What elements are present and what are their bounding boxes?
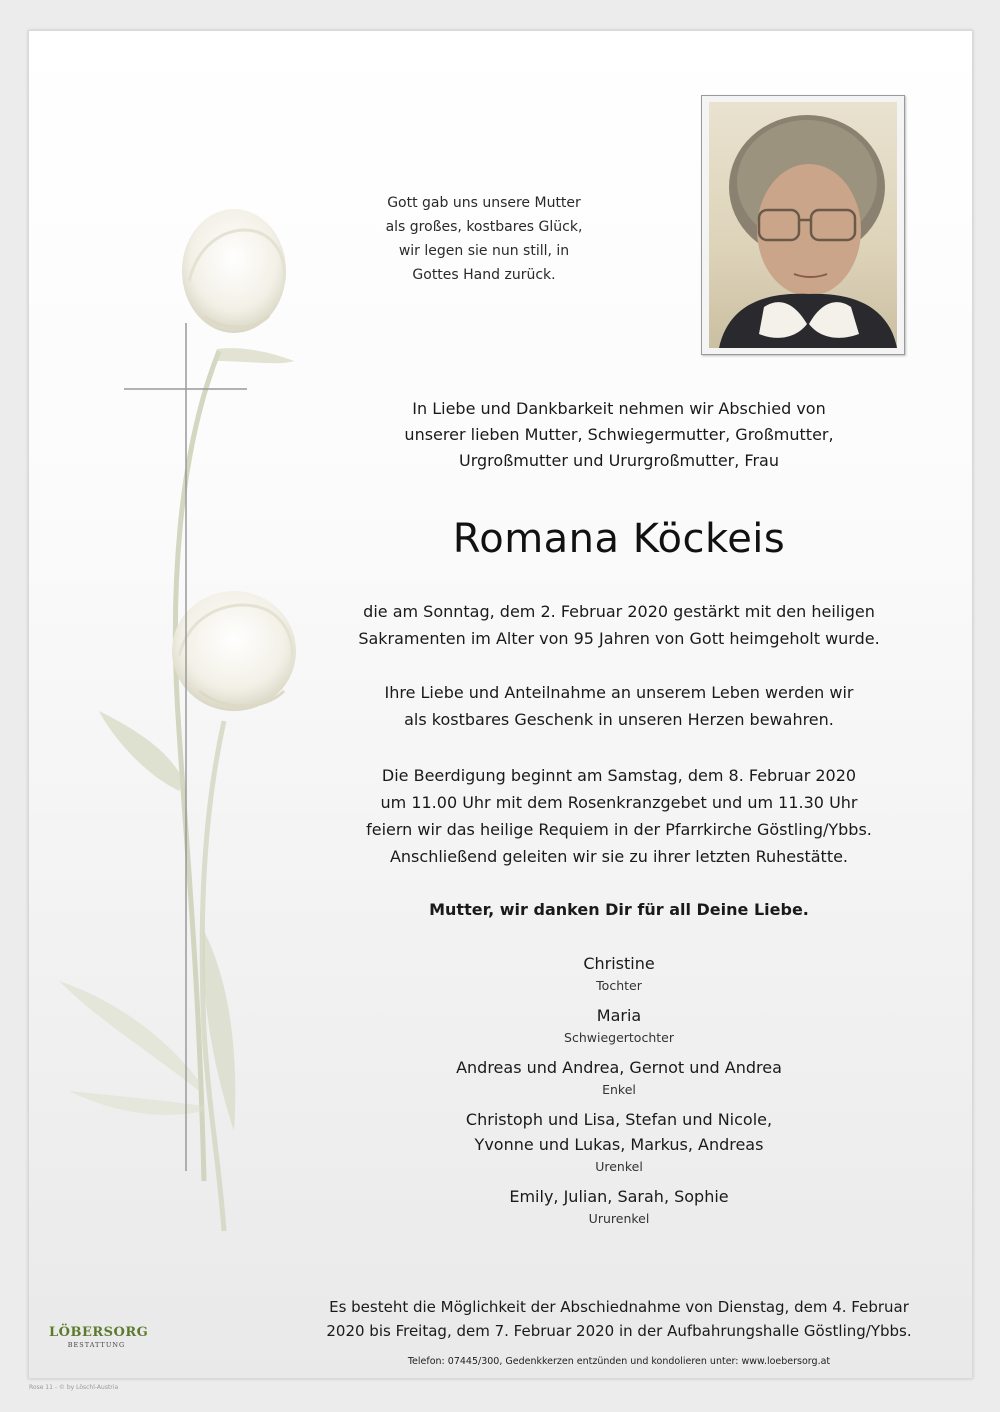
mourner-names: Yvonne und Lukas, Markus, Andreas (474, 1135, 764, 1154)
mourner-names: Christine (583, 954, 655, 973)
viewing-info (319, 1295, 919, 1343)
mourner-group (329, 1107, 909, 1177)
intro-line: Urgroßmutter und Ururgroßmutter, Frau (459, 451, 779, 470)
death-notice-paragraph (319, 598, 919, 652)
poem-line: als großes, kostbares Glück, (385, 219, 583, 235)
portrait-frame (701, 95, 905, 355)
mourner-group (329, 1003, 909, 1048)
paragraph-line: Ihre Liebe und Anteilnahme an unserem Leben werden wir (384, 683, 854, 702)
mourner-role: Tochter (596, 978, 642, 993)
mourner-names: Andreas und Andrea, Gernot und Andrea (456, 1058, 782, 1077)
funeral-details-paragraph (319, 762, 919, 870)
portrait-photo (709, 102, 897, 348)
deceased-name: Romana Köckeis (452, 516, 786, 562)
paragraph-line: die am Sonntag, dem 2. Februar 2020 gestärkt mit den heiligen (363, 602, 875, 621)
mourner-role: Urenkel (595, 1159, 643, 1174)
image-credit: Rose 11 - © by Löschl-Austria (29, 1384, 119, 1391)
viewing-line: Es besteht die Möglichkeit der Abschiednahme von Dienstag, dem 4. Februar (329, 1298, 909, 1316)
obituary-card (28, 30, 973, 1379)
poem-line: Gottes Hand zurück. (412, 267, 556, 283)
intro-line: In Liebe und Dankbarkeit nehmen wir Abschied von (412, 399, 826, 418)
poem-line: wir legen sie nun still, in (398, 243, 570, 259)
mourner-role: Ururenkel (588, 1211, 650, 1226)
viewing-line: 2020 bis Freitag, dem 7. Februar 2020 in der Aufbahrungshalle Göstling/Ybbs. (326, 1322, 912, 1340)
mourner-group (329, 1055, 909, 1100)
mourner-names: Christoph und Lisa, Stefan und Nicole, (465, 1110, 773, 1129)
paragraph-line: Sakramenten im Alter von 95 Jahren von Gott heimgeholt wurde. (358, 629, 880, 648)
paragraph-line: Die Beerdigung beginnt am Samstag, dem 8. Februar 2020 (381, 766, 857, 785)
logo-name: LÖBERSORG (49, 1325, 149, 1340)
poem (369, 191, 599, 287)
mourners-list (329, 951, 909, 1236)
contact-line: Telefon: 07445/300, Gedenkkerzen entzünden und kondolieren unter: www.loebersorg.at (407, 1356, 831, 1367)
funeral-home-logo (49, 1325, 149, 1349)
paragraph-line: Anschließend geleiten wir sie zu ihrer letzten Ruhestätte. (389, 847, 849, 866)
mourner-names: Emily, Julian, Sarah, Sophie (509, 1187, 729, 1206)
intro-text (329, 396, 909, 474)
mourner-group (329, 951, 909, 996)
remembrance-paragraph (319, 679, 919, 733)
thanks-line: Mutter, wir danken Dir für all Deine Liebe. (429, 900, 809, 919)
mourner-role: Enkel (602, 1082, 636, 1097)
mourner-names: Maria (596, 1006, 642, 1025)
mourner-group (329, 1184, 909, 1229)
poem-line: Gott gab uns unsere Mutter (387, 195, 581, 211)
paragraph-line: als kostbares Geschenk in unseren Herzen bewahren. (404, 710, 834, 729)
paragraph-line: um 11.00 Uhr mit dem Rosenkranzgebet und um 11.30 Uhr (380, 793, 858, 812)
mourner-role: Schwiegertochter (564, 1030, 674, 1045)
paragraph-line: feiern wir das heilige Requiem in der Pfarrkirche Göstling/Ybbs. (366, 820, 872, 839)
intro-line: unserer lieben Mutter, Schwiegermutter, Großmutter, (404, 425, 834, 444)
logo-subtitle: BESTATTUNG (67, 1341, 126, 1349)
